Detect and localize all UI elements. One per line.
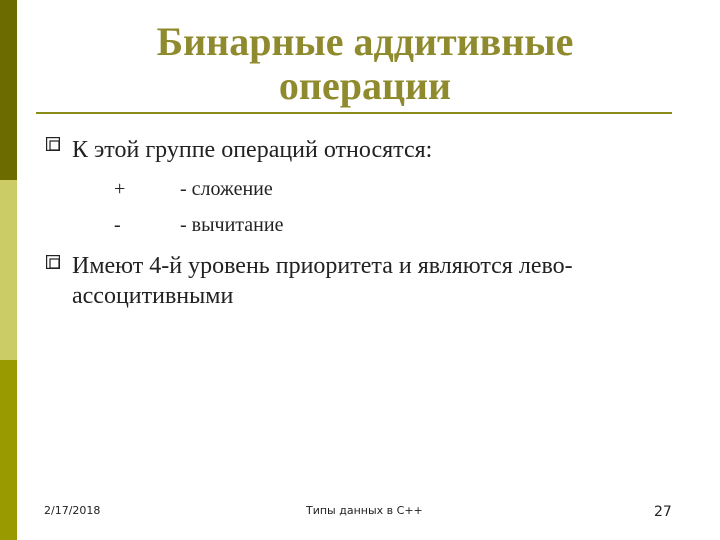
slide-title-line2: операции (278, 63, 452, 108)
bullet-text: К этой группе операций относятся: (72, 137, 433, 163)
footer-center-text: Типы данных в С++ (306, 504, 423, 517)
slide-title-line1: Бинарные аддитивные (156, 19, 574, 64)
slide-number: 27 (654, 504, 672, 520)
sidebar-band-middle (0, 180, 17, 360)
subitem-description: - сложение (180, 178, 273, 200)
subitem-symbol: - (114, 214, 121, 236)
bullet-text: Имеют 4-й уровень приоритета и являются лево-ассоцитивными (72, 253, 573, 309)
slide-title (40, 20, 690, 108)
sidebar-band-top (0, 0, 17, 180)
square-checkbox-icon (46, 255, 60, 269)
title-divider (36, 112, 672, 114)
sidebar-decoration (0, 0, 17, 540)
square-checkbox-icon (46, 137, 60, 151)
footer-date: 2/17/2018 (44, 504, 101, 517)
sidebar-band-bottom (0, 360, 17, 540)
subitem-symbol: + (114, 178, 126, 200)
subitem-description: - вычитание (180, 214, 284, 236)
